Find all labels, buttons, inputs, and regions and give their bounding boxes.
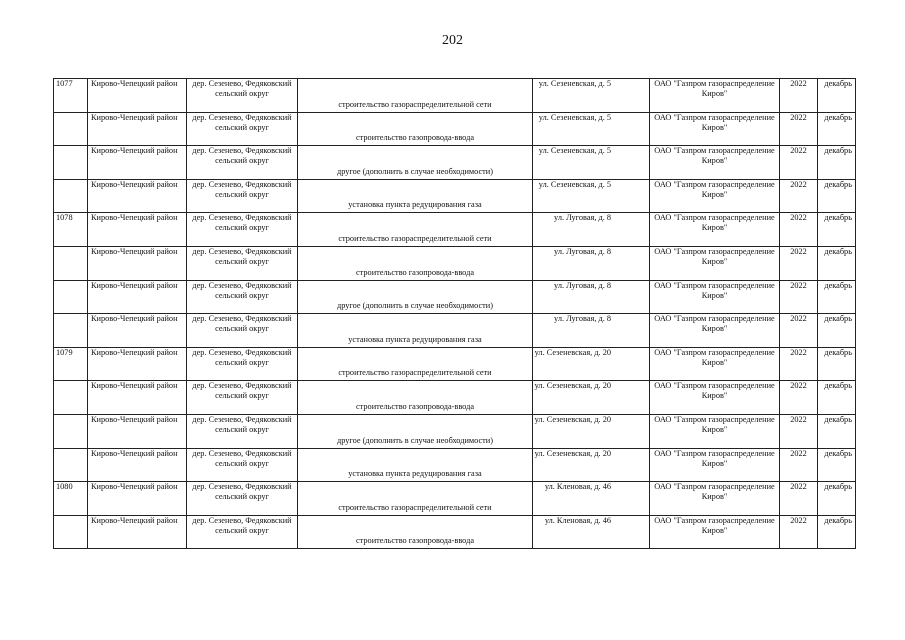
- organization-cell: [650, 213, 780, 247]
- organization-cell: [650, 112, 780, 146]
- settlement-line: сельский округ: [215, 256, 269, 266]
- settlement-cell: [187, 314, 298, 348]
- organization-line: Киров": [701, 324, 728, 334]
- work-type-cell: [298, 381, 533, 415]
- settlement-line: дер. Сезенево, Федяковский: [192, 79, 292, 88]
- year-cell: 2022: [780, 179, 818, 213]
- district-cell: Кирово-Чепецкий район: [88, 347, 187, 381]
- address-cell: ул. Сезеневская, д. 5: [533, 112, 650, 146]
- settlement-line: дер. Сезенево, Федяковский: [192, 179, 292, 189]
- work-type-cell: [298, 482, 533, 516]
- year-cell: 2022: [780, 314, 818, 348]
- page-number: 202: [442, 33, 463, 48]
- settlement-cell: [187, 280, 298, 314]
- work-type-text: строительство газораспределительной сети: [338, 502, 492, 512]
- work-type-text: другое (дополнить в случае необходимости): [337, 166, 493, 176]
- work-type-cell: [298, 314, 533, 348]
- object-number-cell: 1080: [54, 482, 88, 516]
- organization-cell: [650, 246, 780, 280]
- settlement-line: сельский округ: [215, 324, 269, 334]
- settlement-line: сельский округ: [215, 357, 269, 367]
- address-cell: ул. Кленовая, д. 46: [533, 515, 650, 549]
- address-cell: ул. Луговая, д. 8: [533, 280, 650, 314]
- settlement-line: дер. Сезенево, Федяковский: [192, 213, 292, 223]
- year-cell: 2022: [780, 246, 818, 280]
- organization-line: ОАО "Газпром газораспределение: [654, 213, 775, 223]
- work-type-cell: [298, 515, 533, 549]
- address-cell: ул. Луговая, д. 8: [533, 314, 650, 348]
- organization-line: Киров": [701, 525, 728, 535]
- work-type-text: установка пункта редуцирования газа: [348, 469, 482, 479]
- work-type-text: строительство газопровода-ввода: [356, 401, 474, 411]
- organization-line: ОАО "Газпром газораспределение: [654, 381, 775, 391]
- settlement-line: дер. Сезенево, Федяковский: [192, 246, 292, 256]
- address-cell: ул. Кленовая, д. 46: [533, 482, 650, 516]
- settlement-line: сельский округ: [215, 391, 269, 401]
- organization-cell: [650, 448, 780, 482]
- month-cell: декабрь: [818, 179, 856, 213]
- work-type-text: строительство газораспределительной сети: [338, 368, 492, 378]
- settlement-cell: [187, 448, 298, 482]
- settlement-line: дер. Сезенево, Федяковский: [192, 414, 292, 424]
- organization-line: ОАО "Газпром газораспределение: [654, 414, 775, 424]
- organization-line: Киров": [701, 89, 728, 98]
- settlement-line: сельский округ: [215, 223, 269, 233]
- month-cell: декабрь: [818, 213, 856, 247]
- settlement-cell: [187, 112, 298, 146]
- work-type-text: строительство газораспределительной сети: [338, 99, 492, 109]
- district-cell: Кирово-Чепецкий район: [88, 448, 187, 482]
- organization-line: Киров": [701, 458, 728, 468]
- organization-cell: [650, 347, 780, 381]
- work-type-cell: [298, 347, 533, 381]
- table-row: [54, 448, 856, 482]
- table-row: [54, 280, 856, 314]
- organization-line: Киров": [701, 122, 728, 132]
- organization-line: Киров": [701, 189, 728, 199]
- settlement-line: сельский округ: [215, 122, 269, 132]
- table-row: [54, 246, 856, 280]
- organization-line: ОАО "Газпром газораспределение: [654, 246, 775, 256]
- year-cell: 2022: [780, 280, 818, 314]
- organization-line: ОАО "Газпром газораспределение: [654, 280, 775, 290]
- month-cell: декабрь: [818, 414, 856, 448]
- table-row: [54, 79, 856, 113]
- address-cell: ул. Сезеневская, д. 20: [533, 448, 650, 482]
- organization-cell: [650, 515, 780, 549]
- settlement-line: сельский округ: [215, 492, 269, 502]
- organization-line: ОАО "Газпром газораспределение: [654, 112, 775, 122]
- address-cell: ул. Сезеневская, д. 5: [533, 79, 650, 113]
- year-cell: 2022: [780, 79, 818, 113]
- district-cell: Кирово-Чепецкий район: [88, 213, 187, 247]
- object-number-cell: [54, 381, 88, 415]
- table-row: [54, 515, 856, 549]
- work-type-cell: [298, 179, 533, 213]
- settlement-line: дер. Сезенево, Федяковский: [192, 280, 292, 290]
- organization-line: Киров": [701, 223, 728, 233]
- settlement-line: дер. Сезенево, Федяковский: [192, 381, 292, 391]
- settlement-cell: [187, 213, 298, 247]
- address-cell: ул. Сезеневская, д. 20: [533, 414, 650, 448]
- year-cell: 2022: [780, 448, 818, 482]
- month-cell: декабрь: [818, 314, 856, 348]
- object-number-cell: [54, 112, 88, 146]
- organization-line: Киров": [701, 424, 728, 434]
- year-cell: 2022: [780, 414, 818, 448]
- work-type-cell: [298, 414, 533, 448]
- district-cell: Кирово-Чепецкий район: [88, 146, 187, 180]
- organization-line: Киров": [701, 357, 728, 367]
- table-row: [54, 146, 856, 180]
- district-cell: Кирово-Чепецкий район: [88, 482, 187, 516]
- month-cell: декабрь: [818, 347, 856, 381]
- organization-cell: [650, 280, 780, 314]
- organization-line: Киров": [701, 256, 728, 266]
- table-row: [54, 112, 856, 146]
- settlement-line: дер. Сезенево, Федяковский: [192, 146, 292, 156]
- organization-cell: [650, 482, 780, 516]
- settlement-cell: [187, 347, 298, 381]
- work-type-cell: [298, 213, 533, 247]
- organization-cell: [650, 381, 780, 415]
- address-cell: ул. Сезеневская, д. 20: [533, 347, 650, 381]
- table-row: [54, 179, 856, 213]
- year-cell: 2022: [780, 515, 818, 549]
- work-type-text: строительство газопровода-ввода: [356, 267, 474, 277]
- table-row: [54, 381, 856, 415]
- address-cell: ул. Сезеневская, д. 5: [533, 179, 650, 213]
- settlement-line: сельский округ: [215, 89, 269, 98]
- month-cell: декабрь: [818, 79, 856, 113]
- object-number-cell: [54, 179, 88, 213]
- settlement-cell: [187, 381, 298, 415]
- work-type-cell: [298, 112, 533, 146]
- district-cell: Кирово-Чепецкий район: [88, 414, 187, 448]
- object-number-cell: [54, 448, 88, 482]
- district-cell: Кирово-Чепецкий район: [88, 79, 187, 113]
- year-cell: 2022: [780, 112, 818, 146]
- address-cell: ул. Сезеневская, д. 5: [533, 146, 650, 180]
- month-cell: декабрь: [818, 381, 856, 415]
- work-type-text: установка пункта редуцирования газа: [348, 334, 482, 344]
- settlement-line: дер. Сезенево, Федяковский: [192, 448, 292, 458]
- table-row: [54, 314, 856, 348]
- month-cell: декабрь: [818, 112, 856, 146]
- settlement-cell: [187, 179, 298, 213]
- object-number-cell: [54, 414, 88, 448]
- table-row: [54, 347, 856, 381]
- organization-line: ОАО "Газпром газораспределение: [654, 314, 775, 324]
- work-type-text: другое (дополнить в случае необходимости): [337, 435, 493, 445]
- object-number-cell: [54, 246, 88, 280]
- object-number-cell: [54, 515, 88, 549]
- work-type-text: строительство газопровода-ввода: [356, 133, 474, 143]
- object-number-cell: 1079: [54, 347, 88, 381]
- address-cell: ул. Луговая, д. 8: [533, 213, 650, 247]
- organization-line: ОАО "Газпром газораспределение: [654, 79, 775, 88]
- work-type-cell: [298, 146, 533, 180]
- organization-line: ОАО "Газпром газораспределение: [654, 448, 775, 458]
- organization-cell: [650, 79, 780, 113]
- year-cell: 2022: [780, 482, 818, 516]
- organization-cell: [650, 146, 780, 180]
- settlement-line: дер. Сезенево, Федяковский: [192, 515, 292, 525]
- work-type-text: строительство газопровода-ввода: [356, 536, 474, 546]
- district-cell: Кирово-Чепецкий район: [88, 179, 187, 213]
- organization-cell: [650, 314, 780, 348]
- district-cell: Кирово-Чепецкий район: [88, 381, 187, 415]
- year-cell: 2022: [780, 381, 818, 415]
- settlement-cell: [187, 79, 298, 113]
- settlement-cell: [187, 482, 298, 516]
- organization-line: ОАО "Газпром газораспределение: [654, 482, 775, 492]
- settlement-line: дер. Сезенево, Федяковский: [192, 314, 292, 324]
- district-cell: Кирово-Чепецкий район: [88, 314, 187, 348]
- organization-cell: [650, 414, 780, 448]
- settlement-cell: [187, 515, 298, 549]
- work-type-cell: [298, 280, 533, 314]
- object-number-cell: [54, 146, 88, 180]
- settlement-cell: [187, 246, 298, 280]
- table-row: [54, 482, 856, 516]
- settlement-line: сельский округ: [215, 424, 269, 434]
- settlement-line: дер. Сезенево, Федяковский: [192, 482, 292, 492]
- table-row: [54, 213, 856, 247]
- month-cell: декабрь: [818, 246, 856, 280]
- organization-line: ОАО "Газпром газораспределение: [654, 515, 775, 525]
- work-type-cell: [298, 448, 533, 482]
- gasification-table: [53, 78, 856, 549]
- settlement-line: сельский округ: [215, 458, 269, 468]
- organization-line: Киров": [701, 290, 728, 300]
- organization-line: ОАО "Газпром газораспределение: [654, 179, 775, 189]
- object-number-cell: [54, 314, 88, 348]
- month-cell: декабрь: [818, 482, 856, 516]
- month-cell: декабрь: [818, 146, 856, 180]
- organization-cell: [650, 179, 780, 213]
- year-cell: 2022: [780, 213, 818, 247]
- settlement-line: сельский округ: [215, 525, 269, 535]
- object-number-cell: [54, 280, 88, 314]
- year-cell: 2022: [780, 146, 818, 180]
- month-cell: декабрь: [818, 515, 856, 549]
- district-cell: Кирово-Чепецкий район: [88, 280, 187, 314]
- work-type-cell: [298, 79, 533, 113]
- month-cell: декабрь: [818, 448, 856, 482]
- organization-line: ОАО "Газпром газораспределение: [654, 347, 775, 357]
- work-type-cell: [298, 246, 533, 280]
- organization-line: Киров": [701, 492, 728, 502]
- month-cell: декабрь: [818, 280, 856, 314]
- work-type-text: строительство газораспределительной сети: [338, 233, 492, 243]
- object-number-cell: 1077: [54, 79, 88, 113]
- settlement-cell: [187, 146, 298, 180]
- settlement-line: сельский округ: [215, 290, 269, 300]
- organization-line: Киров": [701, 391, 728, 401]
- work-type-text: установка пункта редуцирования газа: [348, 200, 482, 210]
- settlement-line: сельский округ: [215, 156, 269, 166]
- settlement-line: дер. Сезенево, Федяковский: [192, 347, 292, 357]
- organization-line: ОАО "Газпром газораспределение: [654, 146, 775, 156]
- district-cell: Кирово-Чепецкий район: [88, 112, 187, 146]
- table-row: [54, 414, 856, 448]
- district-cell: Кирово-Чепецкий район: [88, 515, 187, 549]
- object-number-cell: 1078: [54, 213, 88, 247]
- district-cell: Кирово-Чепецкий район: [88, 246, 187, 280]
- year-cell: 2022: [780, 347, 818, 381]
- settlement-line: сельский округ: [215, 189, 269, 199]
- work-type-text: другое (дополнить в случае необходимости): [337, 301, 493, 311]
- organization-line: Киров": [701, 156, 728, 166]
- address-cell: ул. Луговая, д. 8: [533, 246, 650, 280]
- settlement-line: дер. Сезенево, Федяковский: [192, 112, 292, 122]
- address-cell: ул. Сезеневская, д. 20: [533, 381, 650, 415]
- settlement-cell: [187, 414, 298, 448]
- table-body: [54, 79, 856, 549]
